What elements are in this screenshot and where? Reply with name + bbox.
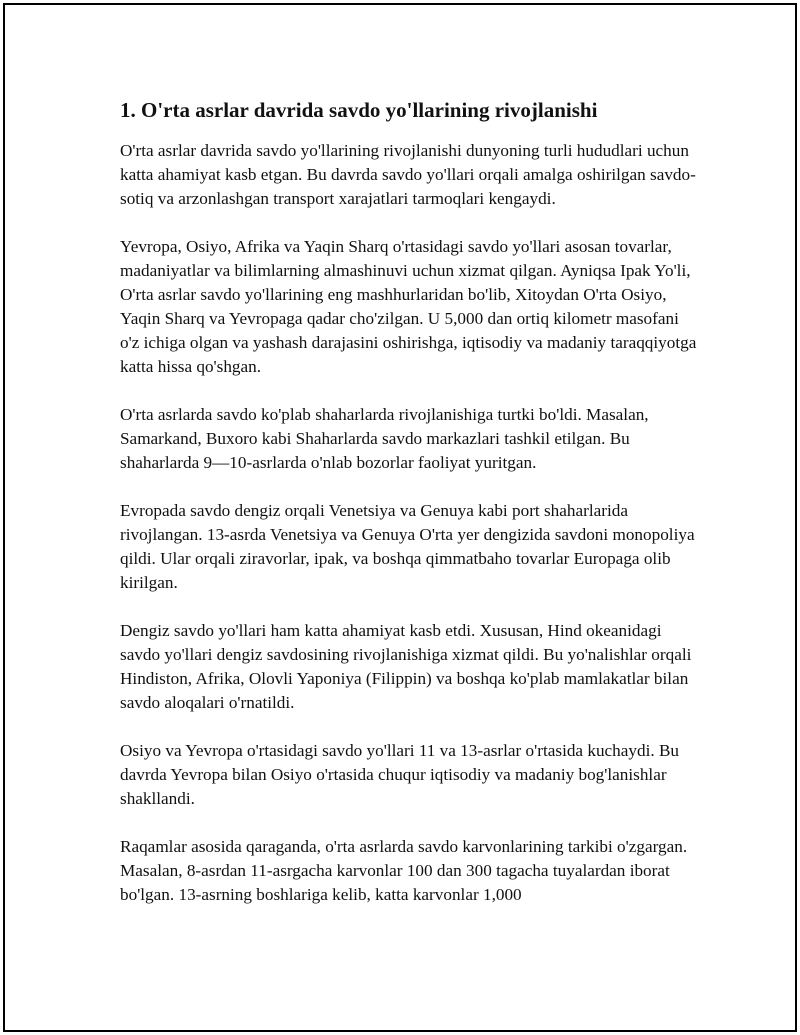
paragraph-7: Raqamlar asosida qaraganda, o'rta asrlarda savdo karvonlarining tarkibi o'zgargan. Masalan, 8-asrdan 11-asrgacha karvonlar 100 dan 300 tagacha tuyalardan iborat bo'lgan. 13-asrning boshlariga kelib, katta karvonlar 1,000 bbox=[120, 837, 688, 904]
document-body bbox=[120, 97, 700, 931]
document-title: 1. O'rta asrlar davrida savdo yo'llarining rivojlanishi bbox=[120, 98, 598, 122]
paragraph-1: O'rta asrlar davrida savdo yo'llarining rivojlanishi dunyoning turli hududlari uchun katta ahamiyat kasb etgan. Bu davrda savdo yo'llari orqali amalga oshirilgan savdo-sotiq va arzonlashgan transport xarajatlari tarmoqlari kengaydi. bbox=[120, 141, 696, 208]
paragraph-5: Dengiz savdo yo'llari ham katta ahamiyat kasb etdi. Xususan, Hind okeanidagi savdo yo'llari dengiz savdosining rivojlanishiga xizmat qildi. Bu yo'nalishlar orqali Hindiston, Afrika, Olovli Yaponiya (Filippin) va boshqa ko'plab mamlakatlar bilan savdo aloqalari o'rnatildi. bbox=[120, 621, 692, 712]
page-frame bbox=[3, 3, 797, 1032]
paragraph-6: Osiyo va Yevropa o'rtasidagi savdo yo'llari 11 va 13-asrlar o'rtasida kuchaydi. Bu davrda Yevropa bilan Osiyo o'rtasida chuqur iqtisodiy va madaniy bog'lanishlar shakllandi. bbox=[120, 741, 680, 808]
paragraph-2: Yevropa, Osiyo, Afrika va Yaqin Sharq o'rtasidagi savdo yo'llari asosan tovarlar, madaniyatlar va bilimlarning almashinuvi uchun xizmat qilgan. Ayniqsa Ipak Yo'li, O'rta asrlar savdo yo'llarining eng mashhurlaridan bo'lib, Xitoydan O'rta Osiyo, Yaqin Sharq va Yevropaga qadar cho'zilgan. U 5,000 dan ortiq kilometr masofani o'z ichiga olgan va yashash darajasini oshirishga, iqtisodiy va madaniy taraqqiyotga katta hissa qo'shgan. bbox=[120, 237, 697, 376]
paragraph-4: Evropada savdo dengiz orqali Venetsiya va Genuya kabi port shaharlarida rivojlangan. 13-asrda Venetsiya va Genuya O'rta yer dengizida savdoni monopoliya qildi. Ular orqali ziravorlar, ipak, va boshqa qimmatbaho tovarlar Europaga olib kirilgan. bbox=[120, 501, 695, 592]
paragraph-3: O'rta asrlarda savdo ko'plab shaharlarda rivojlanishiga turtki bo'ldi. Masalan, Samarkand, Buxoro kabi Shaharlarda savdo markazlari tashkil etilgan. Bu shaharlarda 9—10-asrlarda o'nlab bozorlar faoliyat yuritgan. bbox=[120, 405, 649, 472]
